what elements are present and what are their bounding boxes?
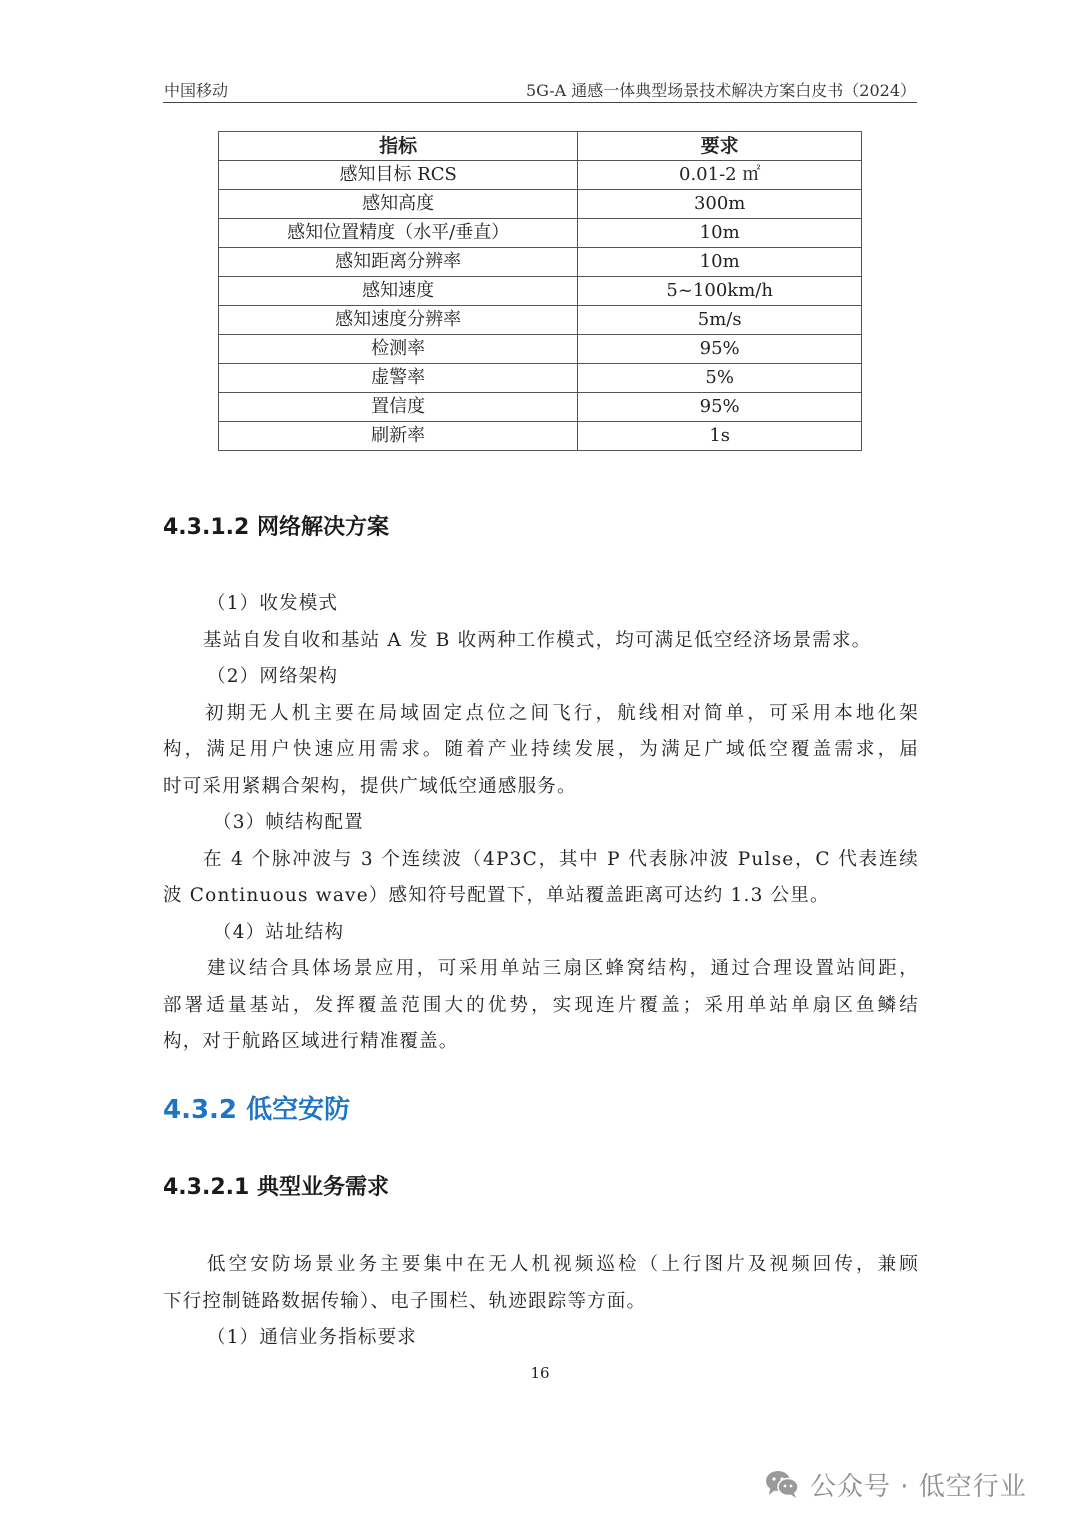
paragraph-line: 建议结合具体场景应用，可采用单站三扇区蜂窝结构，通过合理设置站间距， [207, 958, 919, 979]
table-cell: 5~100km/h [578, 277, 862, 306]
section-4-3-1-2-body [163, 586, 919, 1061]
paragraph-line: 下行控制链路数据传输）、电子围栏、轨迹跟踪等方面。 [163, 1290, 647, 1312]
table-row [219, 219, 862, 248]
heading-4-3-2-1: 4.3.2.1 典型业务需求 [163, 1175, 389, 1200]
heading-4-3-2: 4.3.2 低空安防 [163, 1095, 351, 1125]
paragraph-line: 基站自发自收和基站 A 发 B 收两种工作模式，均可满足低空经济场景需求。 [203, 629, 872, 651]
subheading-transceive-mode: （1）收发模式 [207, 593, 339, 614]
table-cell: 95% [578, 335, 862, 364]
paragraph-line: 构，满足用户快速应用需求。随着产业持续发展，为满足广域低空覆盖需求，届 [163, 739, 919, 760]
table-header-cell: 指标 [219, 132, 578, 161]
table-row [219, 161, 862, 190]
table-cell: 0.01-2 ㎡ [578, 161, 862, 190]
wechat-icon [764, 1468, 800, 1500]
section-4-3-2-1-body [163, 1247, 919, 1357]
paragraph-line: 低空安防场景业务主要集中在无人机视频巡检（上行图片及视频回传，兼顾 [207, 1254, 919, 1275]
table-row [219, 306, 862, 335]
header-rule [163, 102, 917, 103]
paragraph-line: 初期无人机主要在局域固定点位之间飞行，航线相对简单，可采用本地化架 [205, 702, 919, 724]
table-row [219, 364, 862, 393]
table-cell: 刷新率 [219, 422, 578, 451]
table-cell: 感知距离分辨率 [219, 248, 578, 277]
table-row [219, 277, 862, 306]
watermark-text: 公众号 · 低空行业 [810, 1471, 1027, 1502]
table-row [219, 190, 862, 219]
subheading-comm-metrics: （1）通信业务指标要求 [207, 1327, 417, 1348]
table-cell: 感知位置精度（水平/垂直） [219, 219, 578, 248]
page-number: 16 [530, 1364, 550, 1382]
table-cell: 虚警率 [219, 364, 578, 393]
heading-4-3-1-2: 4.3.1.2 网络解决方案 [163, 515, 389, 540]
table-cell: 感知速度 [219, 277, 578, 306]
table-cell: 10m [578, 248, 862, 277]
table-row [219, 335, 862, 364]
table-cell: 5% [578, 364, 862, 393]
table-cell: 5m/s [578, 306, 862, 335]
paragraph-line: 时可采用紧耦合架构，提供广域低空通感服务。 [163, 775, 577, 797]
table-cell: 1s [578, 422, 862, 451]
paragraph-line: 构，对于航路区域进行精准覆盖。 [163, 1031, 459, 1052]
table-cell: 感知高度 [219, 190, 578, 219]
table-header-cell: 要求 [578, 132, 862, 161]
subheading-network-arch: （2）网络架构 [207, 666, 339, 687]
paragraph-line: 部署适量基站，发挥覆盖范围大的优势，实现连片覆盖；采用单站单扇区鱼鳞结 [163, 994, 919, 1016]
spec-table [218, 131, 862, 451]
table-cell: 10m [578, 219, 862, 248]
table-cell: 300m [578, 190, 862, 219]
table-header-row [219, 132, 862, 161]
watermark [764, 1464, 1027, 1504]
table-cell: 95% [578, 393, 862, 422]
paragraph-line: 波 Continuous wave）感知符号配置下，单站覆盖距离可达约 1.3 公里。 [163, 885, 830, 906]
header-left: 中国移动 [164, 81, 229, 100]
header-right: 5G-A 通感一体典型场景技术解决方案白皮书（2024） [525, 81, 916, 100]
paragraph-line: 在 4 个脉冲波与 3 个连续波（4P3C，其中 P 代表脉冲波 Pulse，C 代表连续 [203, 848, 919, 870]
table-cell: 检测率 [219, 335, 578, 364]
table-row [219, 393, 862, 422]
subheading-frame-structure: （3）帧结构配置 [213, 812, 364, 833]
table-cell: 感知速度分辨率 [219, 306, 578, 335]
table-cell: 置信度 [219, 393, 578, 422]
table-cell: 感知目标 RCS [219, 161, 578, 190]
subheading-site-structure: （4）站址结构 [213, 921, 345, 943]
table-row [219, 422, 862, 451]
table-row [219, 248, 862, 277]
